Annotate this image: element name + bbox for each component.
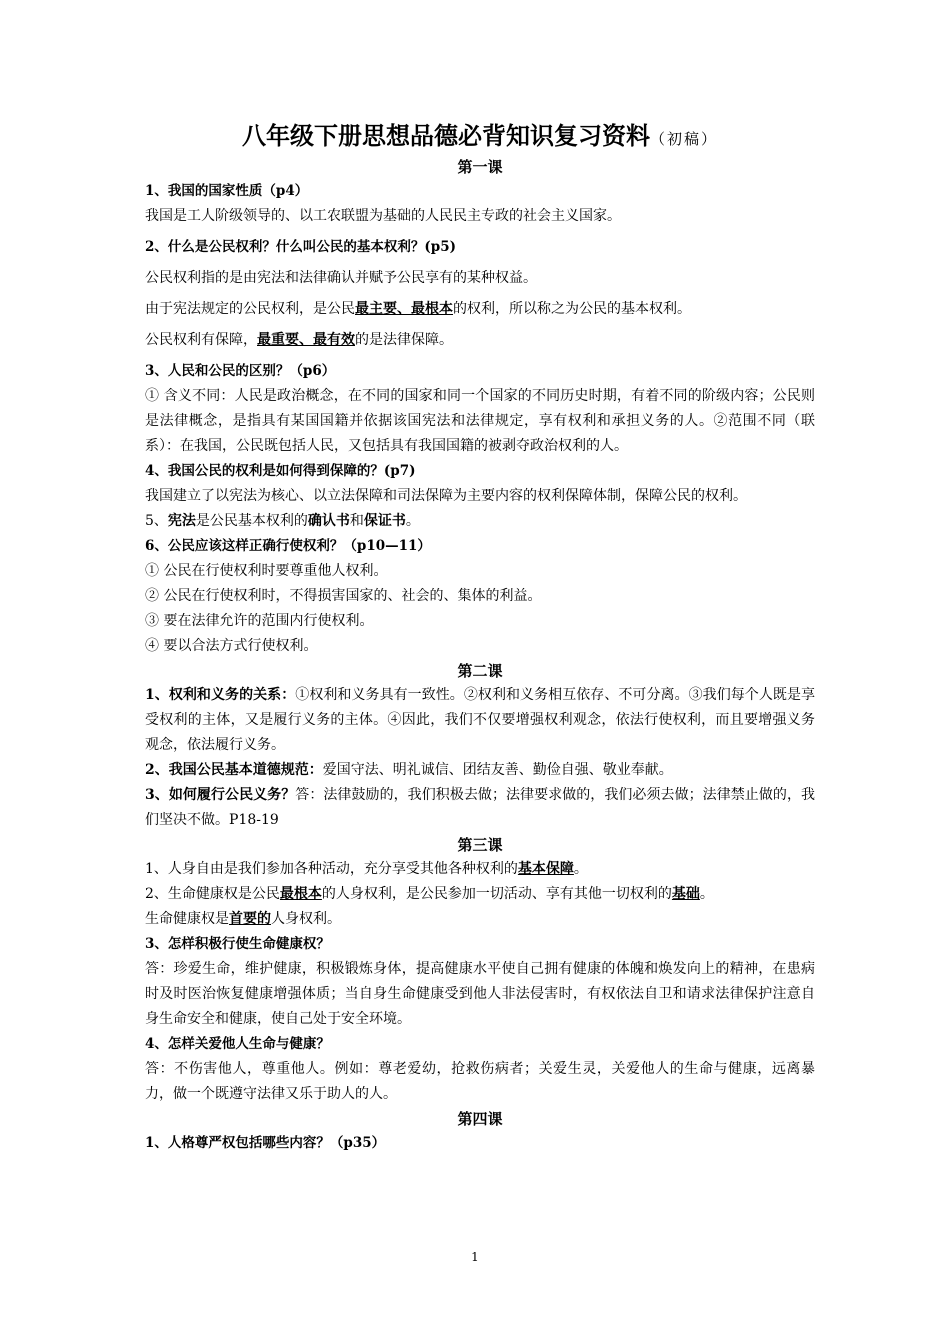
question: 3、人民和公民的区别？（p6） <box>145 363 336 379</box>
lesson-3-heading: 第三课 <box>457 836 503 854</box>
answer: 我国建立了以宪法为核心、以立法保障和司法保障为主要内容的权利保障体制，保障公民的权利。 <box>145 488 747 504</box>
list-item: ② 公民在行使权利时，不得损害国家的、社会的、集体的利益。 <box>145 588 542 604</box>
emphasis: 最根本 <box>279 886 322 902</box>
statement: 5、宪法是公民基本权利的确认书和保证书。 <box>145 513 420 529</box>
document-title <box>145 120 815 155</box>
lesson-2-heading: 第二课 <box>457 662 503 680</box>
list-item: ③ 要在法律允许的范围内行使权利。 <box>145 613 374 629</box>
emphasis: 首要的 <box>229 911 271 927</box>
question: 4、怎样关爱他人生命与健康？ <box>145 1036 330 1052</box>
statement: 生命健康权是首要的人身权利。 <box>145 911 341 927</box>
answer: 答：珍爱生命，维护健康，积极锻炼身体，提高健康水平使自己拥有健康的体魄和焕发向上的精神，在患病时及时医治恢复健康增强体质；当自身生命健康受到他人非法侵害时，有权依法自卫和请求法律保护注意自身生命安全和健康，使自己处于安全环境。 <box>145 961 815 1027</box>
question: 1、人格尊严权包括哪些内容？（p35） <box>145 1135 386 1151</box>
list-item: ① 公民在行使权利时要尊重他人权利。 <box>145 563 388 579</box>
answer: 公民权利有保障，最重要、最有效的是法律保障。 <box>145 332 453 348</box>
question: 6、公民应该这样正确行使权利？（p10—11） <box>145 538 431 554</box>
answer: 答：不伤害他人，尊重他人。例如：尊老爱幼，抢救伤病者；关爱生灵，关爱他人的生命与健康，远离暴力，做一个既遵守法律又乐于助人的人。 <box>145 1061 815 1102</box>
answer: 3、如何履行公民义务？答：法律鼓励的，我们积极去做；法律要求做的，我们必须去做；法律禁止做的，我们坚决不做。P18-19 <box>145 787 816 828</box>
lesson-4-heading: 第四课 <box>457 1110 503 1128</box>
page-number: 1 <box>471 1250 479 1264</box>
title-main: 八年级下册思想品德必背知识复习资料 <box>241 122 650 150</box>
emphasis: 最重要、最有效 <box>257 332 355 348</box>
statement: 1、人身自由是我们参加各种活动，充分享受其他各种权利的基本保障。 <box>145 861 588 877</box>
emphasis: 最主要、最根本 <box>355 301 453 317</box>
list-item: ④ 要以合法方式行使权利。 <box>145 638 318 654</box>
answer: 公民权利指的是由宪法和法律确认并赋予公民享有的某种权益。 <box>145 270 537 286</box>
emphasis: 基本保障 <box>517 861 574 877</box>
question: 4、我国公民的权利是如何得到保障的？(p7) <box>145 463 416 479</box>
title-sub: （初稿） <box>649 130 718 148</box>
answer: 由于宪法规定的公民权利，是公民最主要、最根本的权利，所以称之为公民的基本权利。 <box>145 301 691 317</box>
document-page <box>145 120 815 1156</box>
question: 1、我国的国家性质（p4） <box>145 183 309 199</box>
question: 3、怎样积极行使生命健康权？ <box>145 936 330 952</box>
statement: 2、生命健康权是公民最根本的人身权利，是公民参加一切活动、享有其他一切权利的基础。 <box>145 886 714 902</box>
lesson-1-heading: 第一课 <box>457 158 503 176</box>
answer: 我国是工人阶级领导的、以工农联盟为基础的人民民主专政的社会主义国家。 <box>145 208 621 224</box>
answer: 2、我国公民基本道德规范：爱国守法、明礼诚信、团结友善、勤俭自强、敬业奉献。 <box>145 762 673 778</box>
answer: ① 含义不同：人民是政治概念，在不同的国家和同一个国家的不同历史时期，有着不同的阶级内容；公民则是法律概念，是指具有某国国籍并依据该国宪法和法律规定，享有权利和承担义务的人。②范围不同（联系）：在我国，公民既包括人民，又包括具有我国国籍的被剥夺政治权利的人。 <box>145 388 815 454</box>
question: 2、什么是公民权利？什么叫公民的基本权利？(p5) <box>145 239 457 255</box>
answer: 1、权利和义务的关系：①权利和义务具有一致性。②权利和义务相互依存、不可分离。③我们每个人既是享受权利的主体，又是履行义务的主体。④因此，我们不仅要增强权利观念，依法行使权利，而且要增强义务观念，依法履行义务。 <box>145 687 816 753</box>
emphasis: 基础 <box>671 886 700 902</box>
